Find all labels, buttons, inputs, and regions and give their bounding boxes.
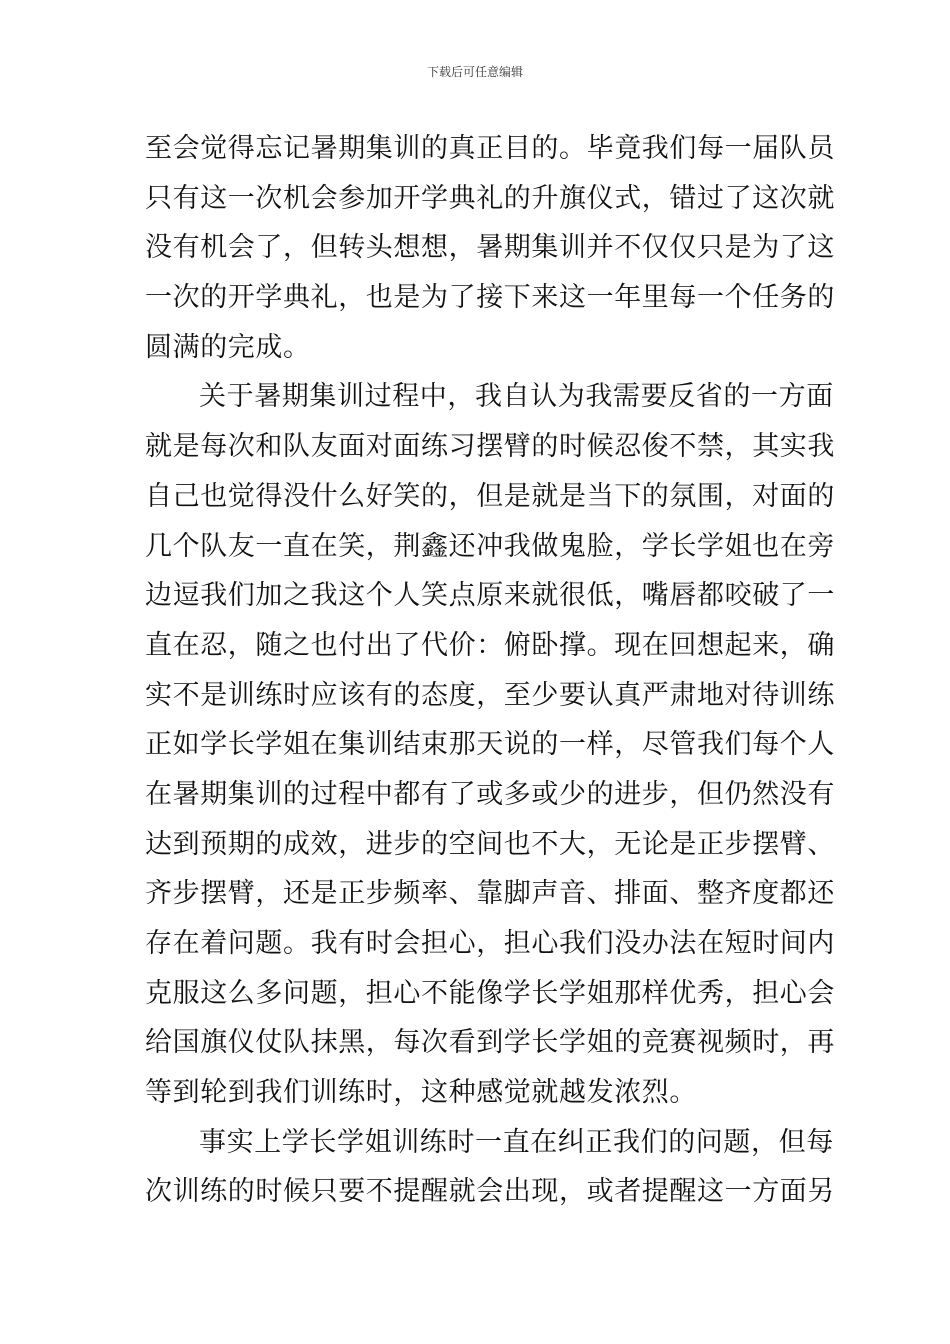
text-line: 边逗我们加之我这个人笑点原来就很低，嘴唇都咬破了一 xyxy=(145,580,835,612)
text-line: 正如学长学姐在集训结束那天说的一样，尽管我们每个人 xyxy=(145,729,835,761)
text-line: 至会觉得忘记暑期集训的真正目的。毕竟我们每一届队员 xyxy=(145,133,835,164)
text-line: 克服这么多问题，担心不能像学长学姐那样优秀，担心会 xyxy=(145,977,835,1009)
text-line: 关于暑期集训过程中，我自认为我需要反省的一方面 xyxy=(199,381,834,413)
text-line: 达到预期的成效，进步的空间也不大，无论是正步摆臂、 xyxy=(145,828,835,860)
text-line: 存在着问题。我有时会担心，担心我们没办法在短时间内 xyxy=(145,928,835,959)
document-body xyxy=(145,124,835,1217)
text-line: 实不是训练时应该有的态度，至少要认真严肃地对待训练 xyxy=(145,679,835,711)
page-header: 下载后可任意编辑 xyxy=(426,65,523,79)
text-line: 只有这一次机会参加开学典礼的升旗仪式，错过了这次就 xyxy=(145,182,835,214)
text-line: 事实上学长学姐训练时一直在纠正我们的问题，但每 xyxy=(199,1126,834,1158)
text-line: 在暑期集训的过程中都有了或多或少的进步，但仍然没有 xyxy=(145,778,835,810)
text-line: 几个队友一直在笑，荆鑫还冲我做鬼脸，学长学姐也在旁 xyxy=(145,530,835,562)
text-line: 一次的开学典礼，也是为了接下来这一年里每一个任务的 xyxy=(145,282,835,314)
text-line: 等到轮到我们训练时，这种感觉就越发浓烈。 xyxy=(145,1077,697,1109)
text-line: 给国旗仪仗队抹黑，每次看到学长学姐的竞赛视频时，再 xyxy=(145,1027,835,1059)
text-line: 圆满的完成。 xyxy=(145,331,311,363)
text-line: 齐步摆臂，还是正步频率、靠脚声音、排面、整齐度都还 xyxy=(145,878,835,910)
text-line: 自己也觉得没什么好笑的，但是就是当下的氛围，对面的 xyxy=(145,480,835,512)
text-line: 直在忍，随之也付出了代价：俯卧撑。现在回想起来，确 xyxy=(145,629,835,661)
text-line: 就是每次和队友面对面练习摆臂的时候忍俊不禁，其实我 xyxy=(145,431,835,463)
text-line: 没有机会了，但转头想想，暑期集训并不仅仅只是为了这 xyxy=(145,232,835,264)
text-line: 次训练的时候只要不提醒就会出现，或者提醒这一方面另 xyxy=(145,1176,835,1208)
